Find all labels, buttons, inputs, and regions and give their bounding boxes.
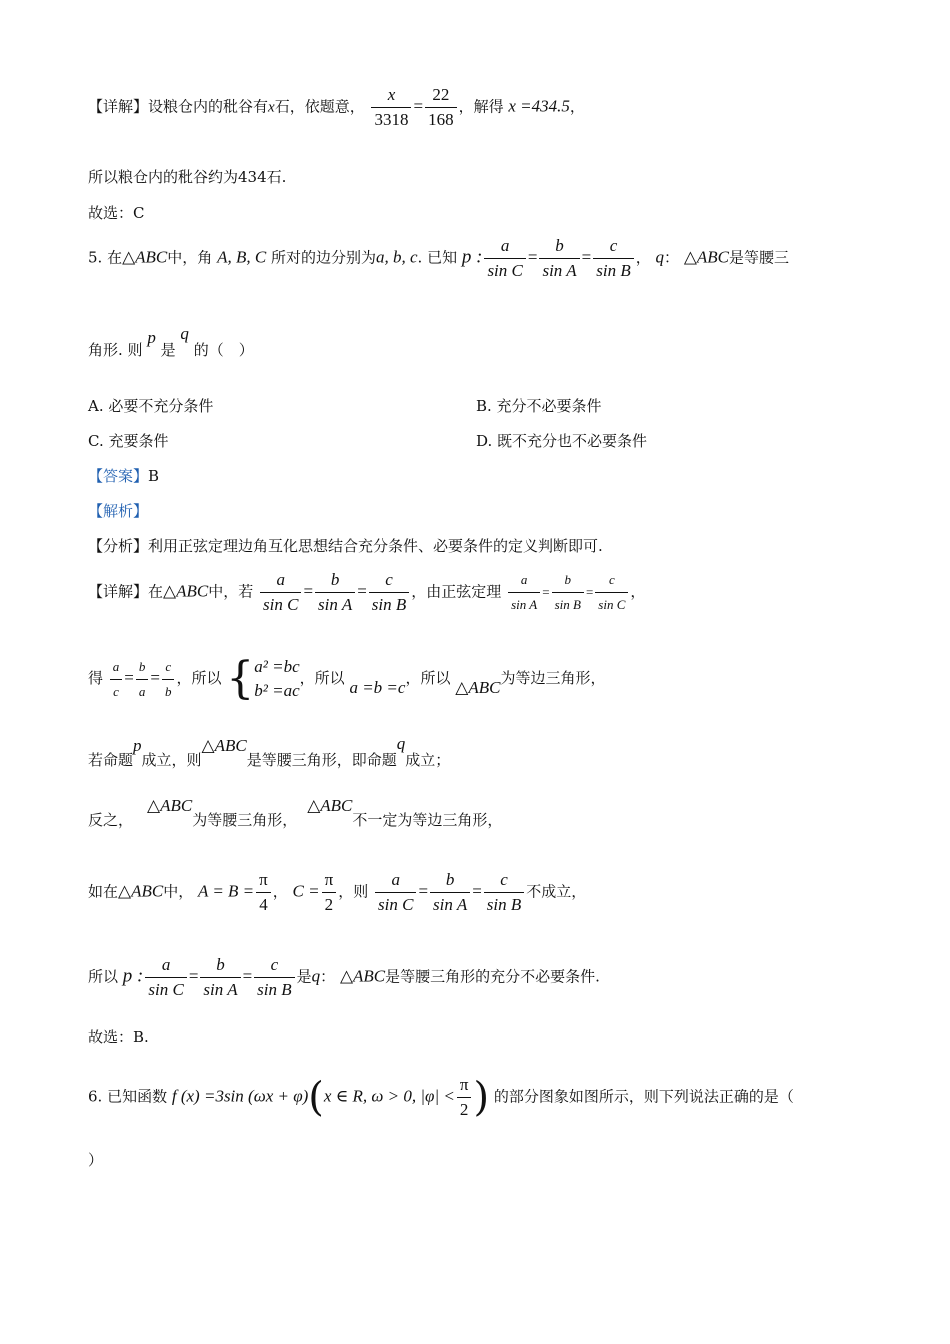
option-b[interactable]: B. 充分不必要条件 <box>476 397 602 415</box>
question-6-line-2: ） <box>88 1151 104 1169</box>
answer-line <box>88 466 159 486</box>
fraction: $\frac{b}{\text{sin B}}$ <box>552 570 584 615</box>
detail-derive: 得 $\frac{a}{c}$ = $\frac{b}{a}$ = $\frac{c}{b}$ ，所以 { a² =bc b² =ac ，所以 a =b =c，所以 △ABC为等边三角形， <box>88 653 606 704</box>
question-5-line-1: 5. 在△ABC中，角 A, B, C 所对的边分别为a, b, c. 已知 p : $\frac{a}{\text{sin C}}$ = $\frac{b}{\text{sin A}}$ = $\frac{c}{\text{sin B}}$ ， q： △ABC是等腰三 <box>88 236 790 280</box>
answer-value: B <box>148 467 160 485</box>
fraction: $\frac{x}{3318}$ <box>371 85 411 130</box>
fraction: $\frac{c}{\text{sin B}}$ <box>593 236 633 281</box>
left-brace: { <box>226 653 255 704</box>
fraction: $\frac{\pi}{2}$ <box>322 870 337 915</box>
fraction: $\frac{b}{a}$ <box>136 657 149 702</box>
detail-line-2: 所以粮仓内的秕谷约为434石. <box>88 168 287 186</box>
fraction: $\frac{a}{\text{sin A}}$ <box>508 570 540 615</box>
option-a[interactable]: A. 必要不充分条件 <box>88 397 214 415</box>
fraction: $\frac{c}{b}$ <box>162 657 175 702</box>
fraction: $\frac{\pi}{4}$ <box>256 870 271 915</box>
fraction: $\frac{a}{\text{sin C}}$ <box>375 870 416 915</box>
choose-b: 故选：B. <box>88 1028 149 1046</box>
detail-conversely: 反之，△ABC为等腰三角形，△ABC不一定为等边三角形， <box>88 796 503 829</box>
option-c[interactable]: C. 充要条件 <box>88 432 169 450</box>
fraction: $\frac{b}{\text{sin A}}$ <box>315 570 355 615</box>
detail-example: 如在△ABC中， A = B = $\frac{\pi}{4}$ ， C = $\frac{\pi}{2}$ ，则 $\frac{a}{\text{sin C}}$ = $\frac{b}{\text{sin A}}$ = $\frac{c}{\text{sin B}}$ 不成立， <box>88 870 587 914</box>
fraction: $\frac{c}{\text{sin C}}$ <box>595 570 628 615</box>
analysis-tag: 【解析】 <box>88 502 149 520</box>
fraction: $\frac{a}{\text{sin C}}$ <box>145 955 186 1000</box>
right-paren: ) <box>473 1074 490 1121</box>
analysis-summary: 【分析】利用正弦定理边角互化思想结合充分条件、必要条件的定义判断即可. <box>88 537 603 555</box>
option-d[interactable]: D. 既不充分也不必要条件 <box>476 432 648 450</box>
fraction: $\frac{a}{c}$ <box>110 657 123 702</box>
question-5-line-2: 角形. 则 p 是 q 的（ ） <box>88 324 254 359</box>
detail-line-1: 【详解】设粮仓内的秕谷有x石，依题意， $\frac{x}{3318}$ = $\frac{22}{168}$ ，解得 x =434.5， <box>88 85 585 129</box>
left-paren: ( <box>308 1074 324 1121</box>
choose-c: 故选：C <box>88 204 145 222</box>
detail-sine-rule: 【详解】在△ABC中，若 $\frac{a}{\text{sin C}}$ = $\frac{b}{\text{sin A}}$ = $\frac{c}{\text{sin B}}$ ，由正弦定理 $\frac{a}{\text{sin A}}$ = $\frac{b}{\text{sin B}}$ = $\frac{c}{\text{sin C}}$ ， <box>88 570 646 614</box>
question-6-line-1: 6. 已知函数 f (x) =3sin (ωx + φ)(x ∈ R, ω > 0, |φ| < $\frac{\pi}{2}$ ) 的部分图象如图所示，则下列说法正确的是（ <box>88 1074 794 1121</box>
fraction: $\frac{b}{\text{sin A}}$ <box>200 955 240 1000</box>
fraction: $\frac{22}{168}$ <box>425 85 457 130</box>
fraction: $\frac{c}{\text{sin B}}$ <box>369 570 409 615</box>
fraction: $\frac{a}{\text{sin C}}$ <box>260 570 301 615</box>
fraction: $\frac{b}{\text{sin A}}$ <box>539 236 579 281</box>
detail-conclusion: 所以 p : $\frac{a}{\text{sin C}}$ = $\frac{b}{\text{sin A}}$ = $\frac{c}{\text{sin B}}$ 是q： △ABC是等腰三角形的充分不必要条件. <box>88 955 600 999</box>
fraction: $\frac{c}{\text{sin B}}$ <box>254 955 294 1000</box>
answer-tag: 【答案】 <box>88 467 149 485</box>
equation-system: a² =bc b² =ac <box>254 657 300 700</box>
detail-if-p: 若命题p成立，则△ABC是等腰三角形，即命题q成立； <box>88 734 451 769</box>
fraction: $\frac{a}{\text{sin C}}$ <box>484 236 525 281</box>
fraction: $\frac{b}{\text{sin A}}$ <box>430 870 470 915</box>
fraction: $\frac{\pi}{2}$ <box>457 1075 472 1120</box>
fraction: $\frac{c}{\text{sin B}}$ <box>484 870 524 915</box>
